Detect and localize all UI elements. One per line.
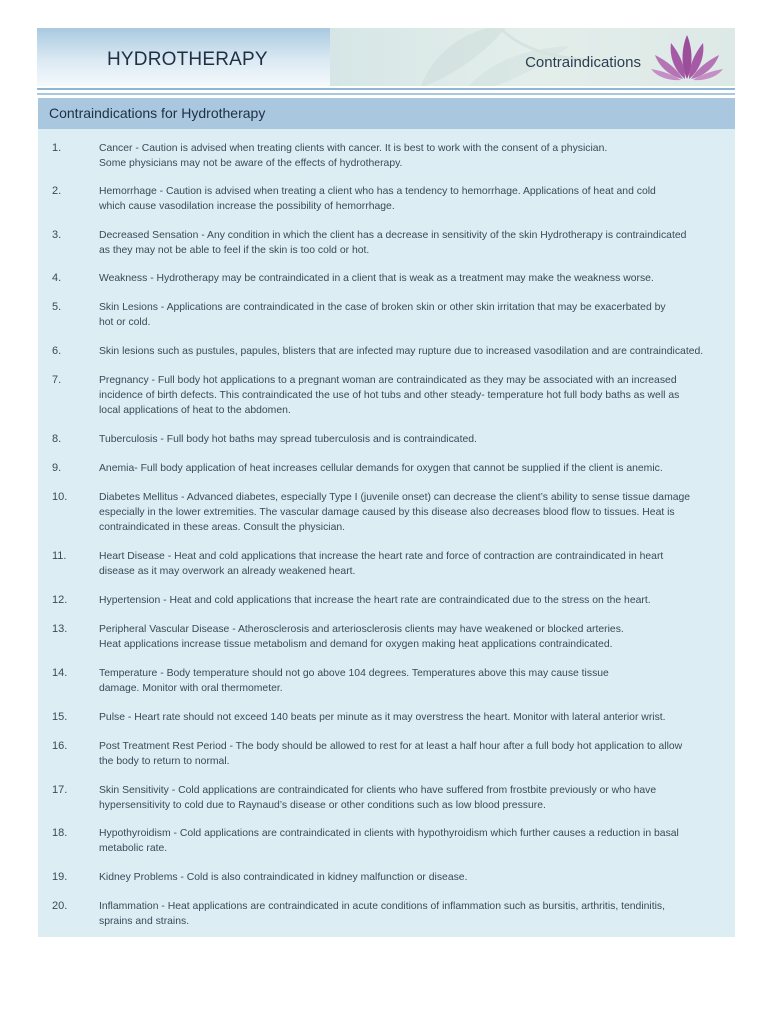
item-number: 16. <box>52 740 68 752</box>
item-text: Skin Sensitivity - Cold applications are contraindicated for clients who have suffered from frostbite previously or who have hypersensitivity to cold due to Raynaud’s disease or other conditions such as low blood pressure. <box>99 785 657 811</box>
lotus-logo-icon <box>651 33 723 83</box>
item-number: 14. <box>52 667 68 679</box>
item-number: 9. <box>52 462 62 474</box>
item-text: Post Treatment Rest Period - The body should be allowed to rest for at least a half hour after a full body hot application to allow the body to return to normal. <box>99 741 683 767</box>
item-number: 8. <box>52 433 62 445</box>
item-text: Skin Lesions - Applications are contraindicated in the case of broken skin or other skin irritation that may be exacerbated by hot or cold. <box>99 302 666 328</box>
item-number: 18. <box>52 827 68 839</box>
panel-title: Contraindications for Hydrotherapy <box>49 105 266 121</box>
item-text: Temperature - Body temperature should not go above 104 degrees. Temperatures above this may cause tissue damage. Monitor with oral thermometer. <box>99 668 609 694</box>
item-text: Hemorrhage - Caution is advised when treating a client who has a tendency to hemorrhage. Applications of heat and cold which cause vasodilation increase the possibility of hemorrhage. <box>99 186 656 212</box>
item-number: 17. <box>52 784 68 796</box>
page-title: HYDROTHERAPY <box>107 49 268 70</box>
item-text: Kidney Problems - Cold is also contraindicated in kidney malfunction or disease. <box>99 872 468 883</box>
item-text: Diabetes Mellitus - Advanced diabetes, especially Type I (juvenile onset) can decrease the client’s ability to sense tissue damage especially in the lower extremities. The vascular damage caused by this disease also decreases blood flow to tissues. Heat is contraindicated in these areas. Consult the physician. <box>99 492 691 533</box>
item-number: 12. <box>52 594 68 606</box>
item-number: 7. <box>52 374 62 386</box>
item-number: 5. <box>52 301 62 313</box>
item-text: Anemia- Full body application of heat increases cellular demands for oxygen that cannot be supplied if the client is anemic. <box>99 463 663 474</box>
item-number: 3. <box>52 229 62 241</box>
item-number: 1. <box>52 142 62 154</box>
page-header <box>37 28 735 86</box>
item-number: 20. <box>52 900 68 912</box>
item-number: 19. <box>52 871 68 883</box>
item-text: Pregnancy - Full body hot applications to a pregnant woman are contraindicated as they may be associated with an increased incidence of birth defects. This contraindicated the use of hot tubs and other steady- temperature hot full body baths as well as local applications of heat to the abdomen. <box>99 375 680 416</box>
item-number: 4. <box>52 272 62 284</box>
item-text: Heart Disease - Heat and cold applications that increase the heart rate and force of contraction are contraindicated in heart disease as it may overwork an already weakened heart. <box>99 551 664 577</box>
item-number: 15. <box>52 711 68 723</box>
header-divider <box>37 88 735 90</box>
contraindications-panel <box>38 98 735 937</box>
panel-header <box>38 98 735 129</box>
item-text: Hypertension - Heat and cold applications that increase the heart rate are contraindicated due to the stress on the heart. <box>99 595 651 606</box>
header-title-block <box>37 28 330 86</box>
header-divider <box>37 93 735 95</box>
section-label: Contraindications <box>525 54 641 71</box>
item-text: Weakness - Hydrotherapy may be contraindicated in a client that is weak as a treatment may make the weakness worse. <box>99 273 654 284</box>
item-text: Cancer - Caution is advised when treating clients with cancer. It is best to work with the consent of a physician. Some physicians may not be aware of the effects of hydrotherapy. <box>99 143 608 169</box>
item-text: Pulse - Heart rate should not exceed 140 beats per minute as it may overstress the heart. Monitor with lateral anterior wrist. <box>99 712 666 723</box>
item-text: Peripheral Vascular Disease - Atherosclerosis and arteriosclerosis clients may have weakened or blocked arteries. Heat applications increase tissue metabolism and demand for oxygen making heat applications contraindicated. <box>99 624 624 650</box>
item-number: 11. <box>52 550 67 562</box>
item-text: Tuberculosis - Full body hot baths may spread tuberculosis and is contraindicated. <box>99 434 477 445</box>
item-number: 10. <box>52 491 68 503</box>
header-banner <box>330 28 735 86</box>
item-text: Inflammation - Heat applications are contraindicated in acute conditions of inflammation such as bursitis, arthritis, tendinitis, sprains and strains. <box>99 901 665 927</box>
item-number: 6. <box>52 345 62 357</box>
item-text: Skin lesions such as pustules, papules, blisters that are infected may rupture due to increased vasodilation and are contraindicated. <box>99 346 704 357</box>
item-text: Hypothyroidism - Cold applications are contraindicated in clients with hypothyroidism which further causes a reduction in basal metabolic rate. <box>99 828 679 854</box>
item-text: Decreased Sensation - Any condition in which the client has a decrease in sensitivity of the skin Hydrotherapy is contraindicated as they may not be able to feel if the skin is too cold or hot. <box>99 230 687 256</box>
item-number: 13. <box>52 623 68 635</box>
item-number: 2. <box>52 185 62 197</box>
